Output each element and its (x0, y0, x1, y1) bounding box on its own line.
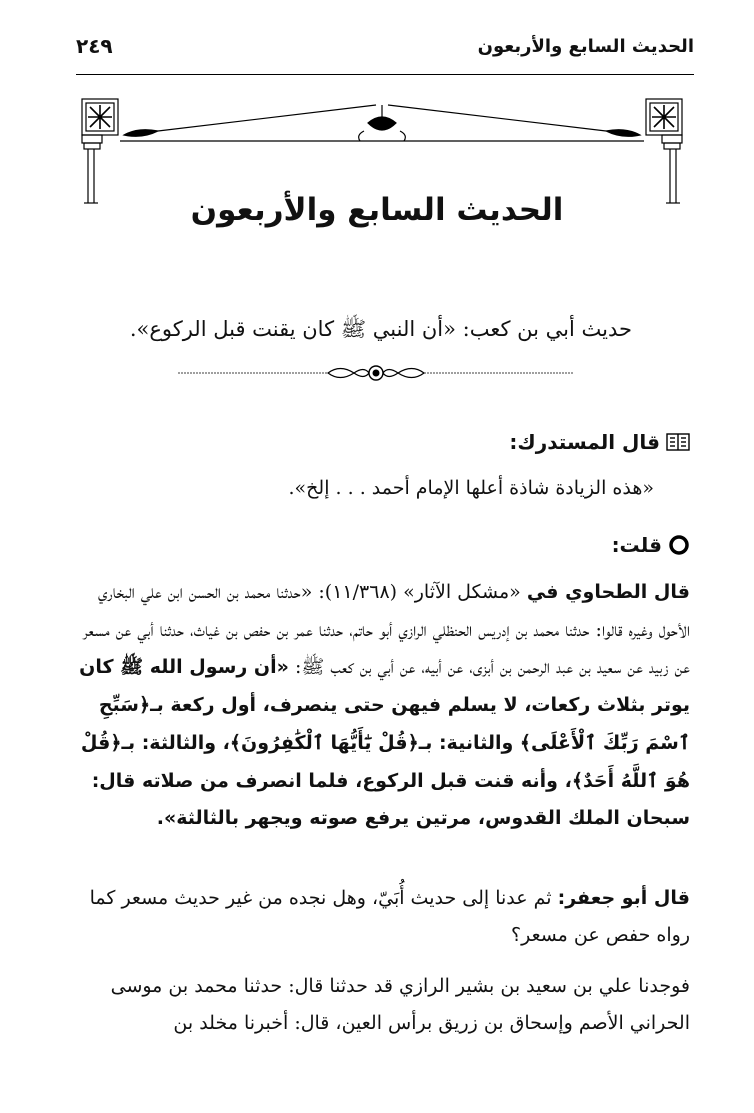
hadith-statement: حديث أبي بن كعب: «أن النبي ﷺ كان يقنت قبل الركوع». (129, 317, 632, 341)
mustadrak-label: قال المستدرك: (509, 430, 660, 454)
abu-jafar-paragraph (70, 880, 690, 954)
qultu-heading (612, 533, 690, 557)
book-icon (666, 432, 690, 452)
hadith-matn: «أن رسول الله ﷺ كان يوتر بثلاث ركعات، لا يسلم فيهن حتى ينصرف، أول ركعة بـ﴿سَبِّحِ ٱسْمَ رَبِّكَ ٱلْأَعْلَى﴾ والثانية: بـ﴿قُلْ يَٰٓأَيُّهَا ٱلْكَٰفِرُونَ﴾، والثالثة: بـ﴿قُلْ هُوَ ٱللَّهُ أَحَدٌ﴾، وأنه قنت قبل الركوع، فلما انصرف من صلاته قال: سبحان الملك القدوس، مرتين يرفع صوته ويجهر بالثالثة». (79, 656, 690, 830)
mustadrak-quote: «هذه الزيادة شاذة أعلها الإمام أحمد . . . إلخ». (288, 477, 654, 499)
tahawi-isnad: «مشكل الآثار» (١١/٣٦٨): «حدثنا محمد بن الحسن ابن علي البخاري الأحول وغيره قالوا: حدثنا محمد بن إدريس الحنظلي الرازي أبو حاتم، حدثنا عمر بن حفص بن غياث، حدثنا أبي عن مسعر عن زبيد عن سعيد بن عبد الرحمن بن أبزى، عن أبيه، عن أبي بن كعب ﷺ: (82, 581, 690, 679)
final-paragraph: فوجدنا علي بن سعيد بن بشير الرازي قد حدثنا قال: حدثنا محمد بن موسى الحراني الأصم وإسحاق بن زريق برأس العين، قال: أخبرنا مخلد بن (110, 975, 690, 1034)
tahawi-paragraph (70, 574, 690, 838)
page-number: ٢٤٩ (76, 34, 113, 58)
abu-jafar-text: ثم عدنا إلى حديث أُبَيّ، وهل نجده من غير حديث مسعر كما رواه حفص عن مسعر؟ (89, 887, 690, 946)
mustadrak-heading (509, 430, 690, 454)
ornamental-title-frame (80, 97, 684, 207)
abu-jafar-lead: قال أبو جعفر: (557, 887, 690, 909)
running-title: الحديث السابع والأربعون (477, 36, 694, 57)
qultu-label: قلت: (611, 533, 662, 557)
ornamental-divider (178, 362, 574, 384)
chapter-title: الحديث السابع والأربعون (190, 192, 564, 228)
circle-bullet-icon (668, 534, 690, 556)
running-header (76, 34, 694, 75)
tahawi-lead: قال الطحاوي في (526, 581, 690, 603)
